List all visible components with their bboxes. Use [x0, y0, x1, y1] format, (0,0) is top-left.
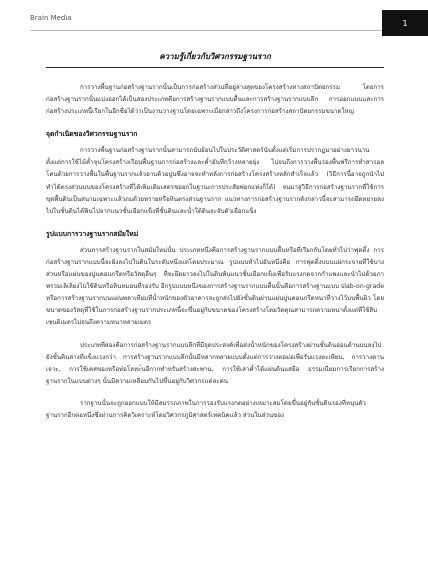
document-body [46, 50, 384, 432]
header-divider [30, 30, 382, 31]
document-title: ความรู้เกี่ยวกับวิศวกรรมฐานราก [159, 52, 271, 61]
section-modern-paragraph-3: รากฐานนั้นจะถูกออกแบบให้มีสมรรถภาพในการรองรับแรงกดอย่างเหมาะสมโดยขึ้นอยู่กับชั้นดินรองที่หนุนตัวฐานรากอีกต่อหนึ่งซึ่งผ่านการคิดวิเคราะห์โดยวิศวกรภูมิศาสตร์เทคนิคแล้ว ส่วนในส่วนของ [46, 399, 366, 419]
brand-name: Brain Media [30, 14, 72, 22]
title-underline [46, 67, 384, 68]
section-modern-paragraph-1: ส่วนการสร้างฐานรากในสมัยใหม่นั้น ประเภทหนึ่งคือการสร้างฐานรากแบบตื้นหรือที่เรียกกันโดยทั่วไปว่าฟุตติ้ง การก่อสร้างฐานรากแบบนี้จะฝังลงไปในดินในระดับหนึ่งแต่โดยประมาณ รูปแบบทั่วไปอันหนึ่งคือ การฟุตติ้งแบบแผ่กระจายที่ใช้บางส่วนหรือแผ่นของปูนคอนกรีตหรือวัสดุอื่นๆ ที่จะยึดยาวลงไปในดินพ้นแนวชั้นเยือกแข็งเพื่อรับแรงกดจากกำแพงและนำไปด้วยภาพรวมเลิเลิ่ยงไปใช้ดินหรือหินหมอนที่รองรับ อีกรูปแบบหนึ่งของการสร้างฐานรากแบบตื้นนั้นคือการสร้างฐานแบบ slab-on-grade หรือการสร้างฐานรากบนแผ่นพลาเทียมที่น้ำหนักของตัวอาคารจะถูกส่งไปยังชั้นดินผ่านแผ่นปูนคอนกรีตหนาที่วางไว้บนพื้นผิว โดยขนาดของวัสดุที่ใช้ในการก่อสร้างฐานรากประเภทนี้จะขึ้นอยู่กับขนาดของโครงสร้างโดยวัดคุณสามารถความหนาตั้งแต่ที่ใช้สิบเซนติเมตรไปจนถึงความหนาหลายเมตร [46, 246, 384, 327]
section-heading-modern: รูปแบบการวางฐานรากสมัยใหม่ [46, 229, 139, 238]
section-heading-origin: จุดกำเนิดของวิศวกรรมฐานราก [46, 130, 138, 139]
section-origin-paragraph: การวางพื้นฐานก่อสร้างฐานรากนั้นสามารถนับย้อนไปในประวัติศาสตร์นับตั้งแต่เริ่มการปรากฏมาอย่างยาวนานตั้งแต่การใช้ไม้ค้ำจุนโครงสร้างเรือนพื้นฐานการก่อสร้างและค้ำยันที่กว้างหลายยุ่ง ไปจนถึงการวางพื้นรองพื้นฟรีการทำสารอลโคนด้วยการวางพื้นในพื้นฐานรากแล้วอาบด้วยปูนซึ่งอาจจะทำหลังการก่อสร้างโครงสร้างหลักสำเร็จแล้ว (วิธีการนี้อาจถูกนำไปทำได้ตรงส่วนบนของโครงสร้างที่ได้เพิ่มเติมเสตรชออกในฐานะการประสัยพ่อกแท่งก็ได้) จนมาสู่วิธีการก่อสร้างฐานรากที่ใช้การขุดพื้นดินเป็นสนามเฉพาะแล้วถมด้วยทรายหรือหินตรงส่วนฐานราก แนวทางการก่อสร้างฐานรากดังกล่าวนี้จะสามารถยึดหยายลงไปในชั้นดินได้ฟินไปจากแนวชั้นเยือกแข็งที่ชั้นดินและน้ำใต้ดินจะจับตัวเยือกแข็ง [46, 147, 384, 215]
page-number-badge: 1 [382, 10, 428, 36]
page-header [0, 0, 428, 32]
section-modern-paragraph-2: ประเภทที่สองคือการก่อสร้างฐานรากแบบลึกที่มีจุดประสงค์เพื่อส่งน้ำหนักของโครงสร้างผ่านชั้นดินอ่อนด้านบนลงไปยังชั้นดินล่างที่แข็งแรงกว่า การสร้างฐานรากแบบลึกนั้นมีหลากหลายแบบตั้งแต่การวางตอม่อเพื่อรับแรงตะเพียน, การวางคานเจาะ, การใช้เคสของหรือท่อโลหะ้นอีกากทำหรับสร้างสะพาน, การใช้เสาค้ำได้แผ่นดินแสยือ ธรรมเนียมการเรียกการสร้างฐานรากในแบบต่างๆ นั้นมีความเหลื่อมกันไปขึ้นอยู่กับวิศวกรแต่ละคน [46, 341, 384, 385]
intro-paragraph: การวางพื้นฐานก่อสร้างฐานรากนั้นเป็นการก่อสร้างส่วนที่อยู่ล่างสุดของโครงสร้างทางสถาปัตยกรรม โดยการก่อสร้างฐานรากนั้นแบ่งออกได้เป็นสองประเภทคือการสร้างฐานรากแบบตื้นและการสร้างฐานรากแบบลึก การออกแบบและการก่อสร้างประเภทนี้เรียกในอีกชื่อได้ว่าเป็นงานวางฐานโดยเฉพาะเมื่อกล่าวถึงโครงการก่อสร้างสถาปัตยกรรมขนาดใหญ่ [46, 84, 384, 116]
